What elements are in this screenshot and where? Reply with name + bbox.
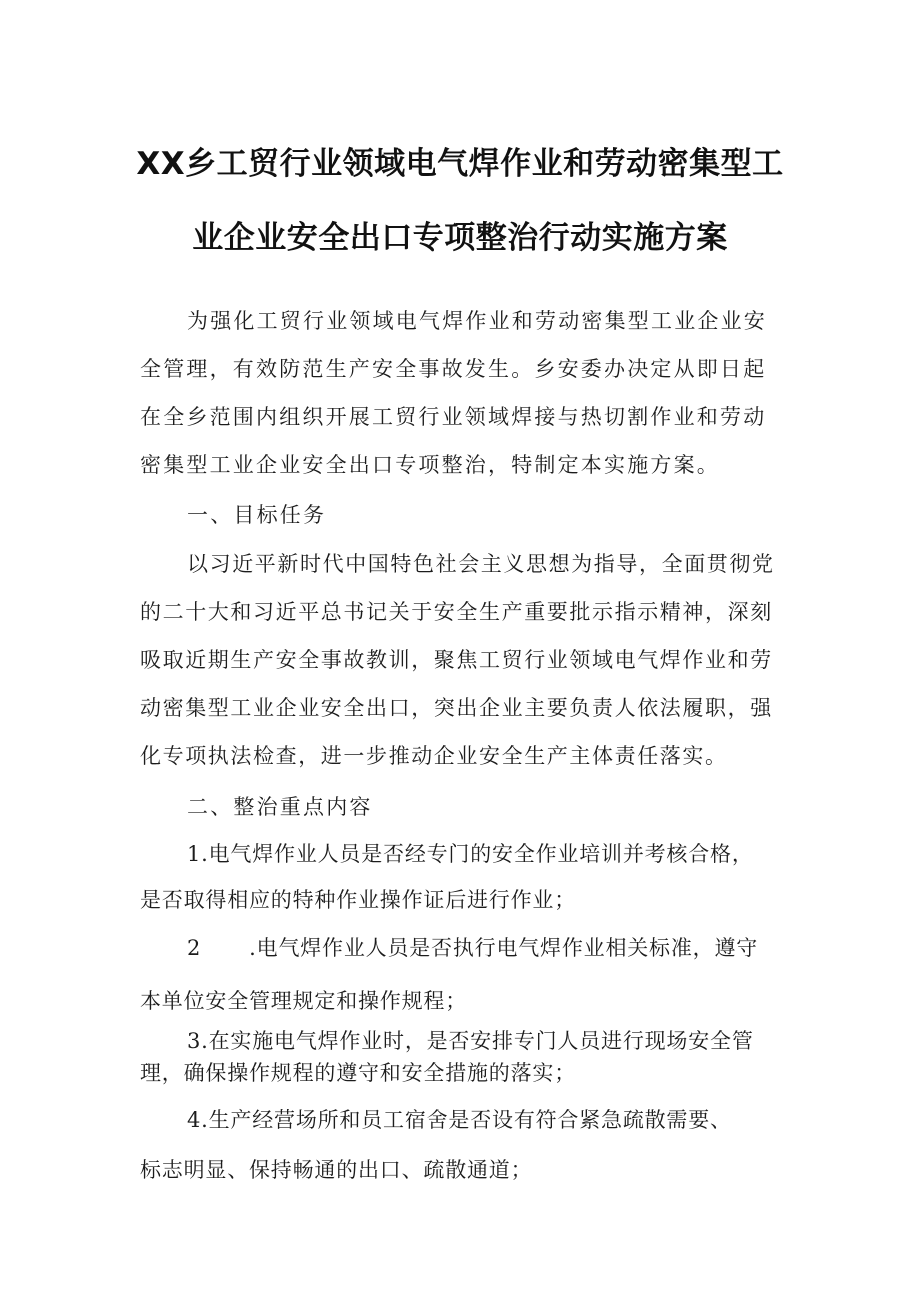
document-title-line-2: 业企业安全出口专项整治行动实施方案 [192, 220, 728, 256]
goal-line-2: 的二十大和习近平总书记关于安全生产重要批示指示精神，深刻 [140, 600, 773, 624]
item-4-line-1: 4.生产经营场所和员工宿舍是否设有符合紧急疏散需要、 [187, 1108, 732, 1132]
goal-line-5: 化专项执法检查，进一步推动企业安全生产主体责任落实。 [140, 744, 728, 768]
section-heading-goals: 一、目标任务 [187, 503, 327, 527]
item-3-line-1: 3.在实施电气焊作业时，是否安排专门人员进行现场安全管 [187, 1029, 754, 1053]
item-1-line-1: 1.电气焊作业人员是否经专门的安全作业培训并考核合格， [187, 842, 754, 866]
item-1-line-2: 是否取得相应的特种作业操作证后进行作业； [140, 888, 576, 912]
item-2-text: .电气焊作业人员是否执行电气焊作业相关标准，遵守 [249, 936, 759, 960]
item-2-line-1 [187, 932, 758, 962]
goal-line-3: 吸取近期生产安全事故教训，聚焦工贸行业领域电气焊作业和劳 [140, 648, 773, 672]
goal-line-4: 动密集型工业企业安全出口，突出企业主要负责人依法履职，强 [140, 696, 773, 720]
section-heading-focus: 二、整治重点内容 [187, 795, 373, 819]
intro-line-1: 为强化工贸行业领域电气焊作业和劳动密集型工业企业安 [187, 309, 767, 333]
item-2-line-2: 本单位安全管理规定和操作规程； [140, 989, 467, 1013]
intro-line-4: 密集型工业企业安全出口专项整治，特制定本实施方案。 [140, 453, 720, 477]
item-2-number: 2 [187, 936, 202, 960]
intro-line-3: 在全乡范围内组织开展工贸行业领域焊接与热切割作业和劳动 [140, 405, 767, 429]
document-title-line-1: XX乡工贸行业领域电气焊作业和劳动密集型工 [136, 146, 784, 182]
item-4-line-2: 标志明显、保持畅通的出口、疏散通道； [140, 1158, 533, 1182]
item-3-line-2: 理，确保操作规程的遵守和安全措施的落实； [140, 1061, 576, 1085]
goal-line-1: 以习近平新时代中国特色社会主义思想为指导，全面贯彻党 [187, 552, 775, 576]
intro-line-2: 全管理，有效防范生产安全事故发生。乡安委办决定从即日起 [140, 357, 767, 381]
